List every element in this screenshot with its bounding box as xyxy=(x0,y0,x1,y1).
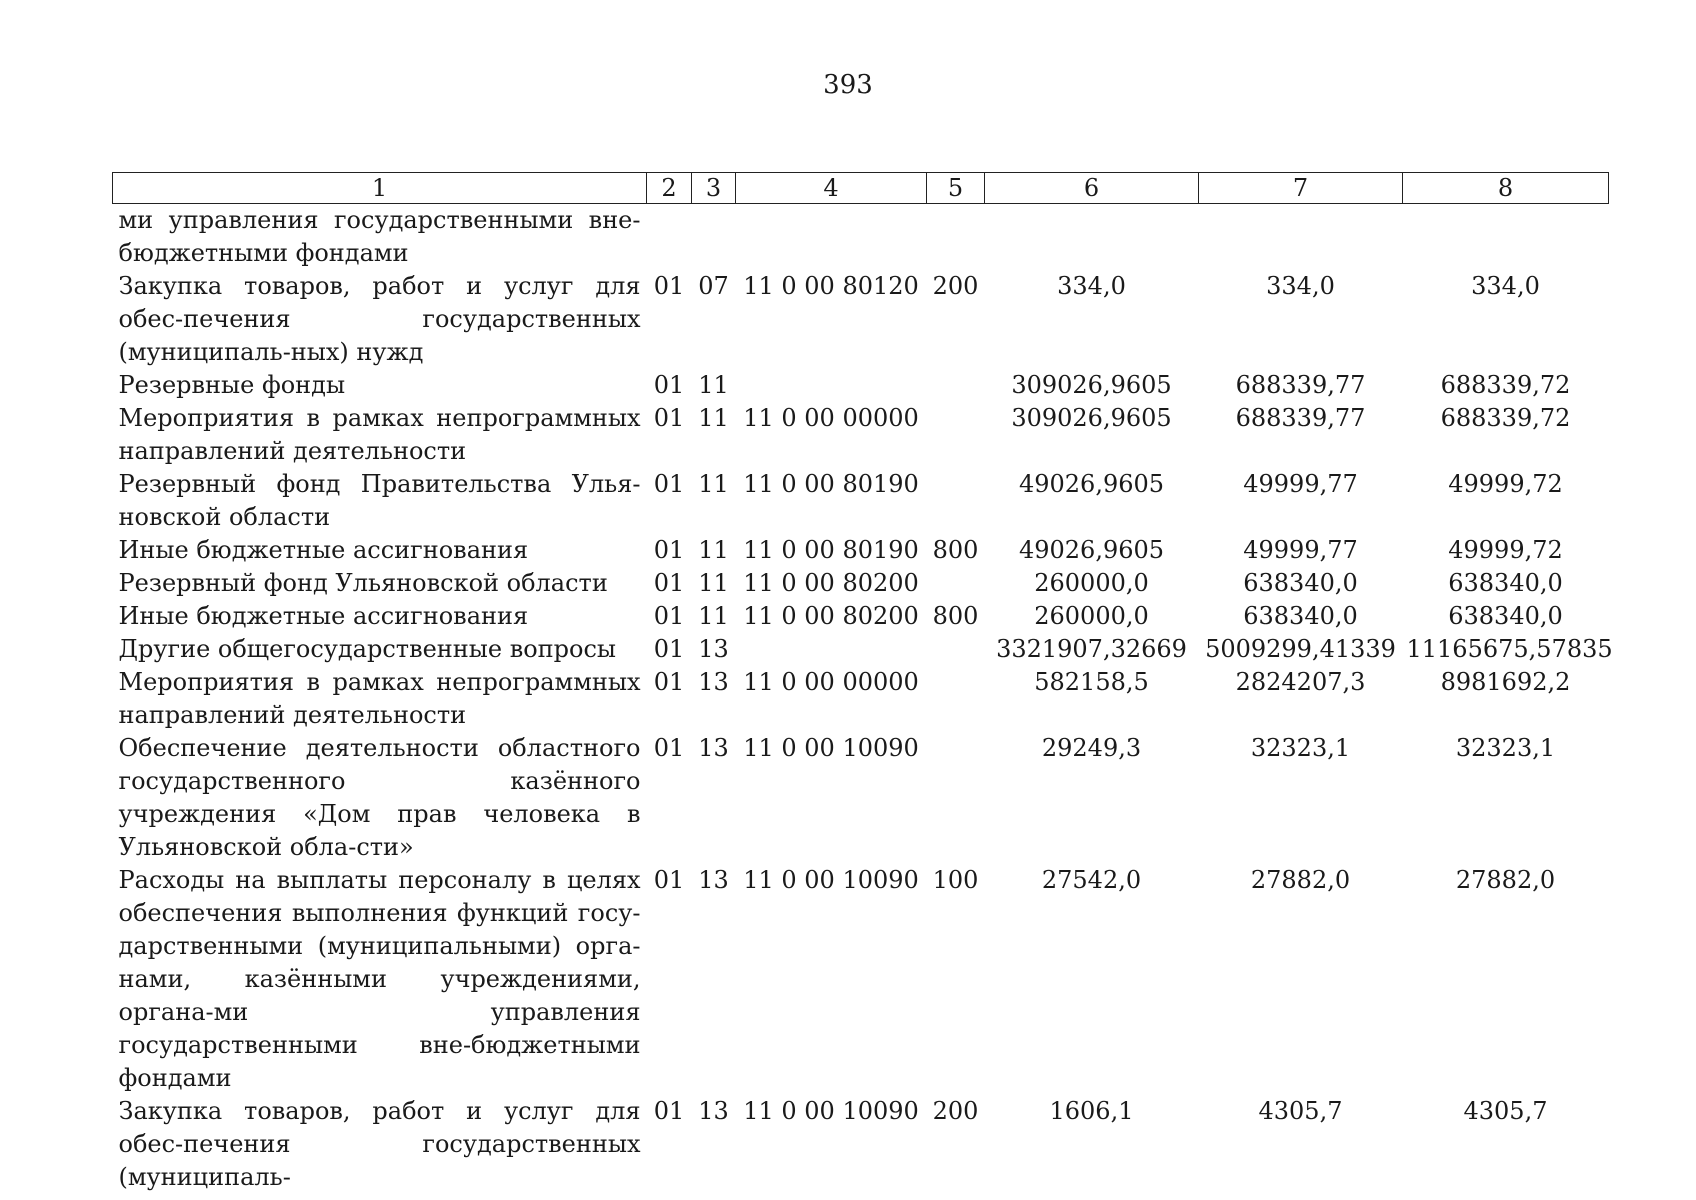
item-name: Иные бюджетные ассигнования xyxy=(118,536,529,564)
expense-type-code xyxy=(927,567,985,600)
amount-col-6: 309026,9605 xyxy=(1011,404,1172,432)
expense-type-code xyxy=(927,666,985,732)
section-code: 01 xyxy=(653,404,685,432)
section-code: 01 xyxy=(653,371,685,399)
column-header: 2 xyxy=(647,173,692,204)
amount-col-7: 638340,0 xyxy=(1243,569,1358,597)
item-name: Обеспечение деятельности областного государственного казённого учреждения «Дом прав человека в Ульяновской обла-сти» xyxy=(118,734,641,861)
amount-col-8: 638340,0 xyxy=(1448,569,1563,597)
amount-col-7: 2824207,3 xyxy=(1235,668,1366,696)
subsection-code: 11 xyxy=(698,569,729,597)
amount-col-8: 32323,1 xyxy=(1455,734,1556,762)
amount-col-8: 27882,0 xyxy=(1455,866,1556,894)
section-code: 01 xyxy=(653,536,685,564)
subsection-code: 13 xyxy=(698,1097,729,1125)
page-number: 393 xyxy=(823,70,873,100)
amount-col-8: 688339,72 xyxy=(1440,404,1571,432)
target-article-code: 11 0 00 80200 xyxy=(743,602,919,630)
item-name: Мероприятия в рамках непрограммных направлений деятельности xyxy=(118,668,641,729)
subsection-code: 13 xyxy=(698,635,729,663)
amount-col-6: 3321907,32669 xyxy=(996,635,1187,663)
expense-type-code xyxy=(927,369,985,402)
table-row xyxy=(113,864,1609,1095)
amount-col-7: 688339,77 xyxy=(1235,404,1366,432)
section-code: 01 xyxy=(653,635,685,663)
amount-col-6: 1606,1 xyxy=(1049,1097,1134,1125)
target-article-code: 11 0 00 10090 xyxy=(743,1097,919,1125)
subsection-code: 11 xyxy=(698,404,729,432)
table-row xyxy=(113,666,1609,732)
table-row xyxy=(113,468,1609,534)
budget-table xyxy=(112,172,1613,1194)
column-header: 3 xyxy=(692,173,736,204)
amount-col-8: 49999,72 xyxy=(1448,536,1563,564)
amount-col-6: 29249,3 xyxy=(1041,734,1142,762)
item-name: Другие общегосударственные вопросы xyxy=(118,635,617,663)
amount-col-8: 334,0 xyxy=(1471,272,1540,300)
subsection-code xyxy=(692,204,736,271)
table-header-row xyxy=(113,173,1609,204)
amount-col-7: 638340,0 xyxy=(1243,602,1358,630)
target-article-code: 11 0 00 00000 xyxy=(743,404,919,432)
subsection-code: 11 xyxy=(698,371,729,399)
table-row xyxy=(113,633,1609,666)
amount-col-6: 49026,9605 xyxy=(1018,470,1165,498)
section-code: 01 xyxy=(653,1097,685,1125)
subsection-code: 07 xyxy=(698,272,729,300)
amount-col-6: 260000,0 xyxy=(1034,569,1149,597)
expense-type-code: 200 xyxy=(932,1097,979,1125)
subsection-code: 13 xyxy=(698,734,729,762)
subsection-code: 11 xyxy=(698,602,729,630)
column-header: 5 xyxy=(927,173,985,204)
target-article-code: 11 0 00 00000 xyxy=(743,668,919,696)
target-article-code xyxy=(736,369,927,402)
expense-type-code xyxy=(927,732,985,864)
item-name: Иные бюджетные ассигнования xyxy=(118,602,529,630)
section-code: 01 xyxy=(653,272,685,300)
table-row xyxy=(113,270,1609,369)
column-header: 1 xyxy=(113,173,647,204)
table-row xyxy=(113,600,1609,633)
subsection-code: 11 xyxy=(698,536,729,564)
section-code: 01 xyxy=(653,866,685,894)
subsection-code: 13 xyxy=(698,668,729,696)
amount-col-7: 4305,7 xyxy=(1258,1097,1343,1125)
column-header: 4 xyxy=(736,173,927,204)
amount-col-7: 49999,77 xyxy=(1243,470,1358,498)
table-row xyxy=(113,369,1609,402)
column-header: 7 xyxy=(1199,173,1403,204)
column-header: 6 xyxy=(985,173,1199,204)
amount-col-6: 49026,9605 xyxy=(1018,536,1165,564)
section-code: 01 xyxy=(653,734,685,762)
item-name: Резервный фонд Правительства Улья-новской области xyxy=(118,470,641,531)
target-article-code: 11 0 00 80190 xyxy=(743,470,919,498)
table-row xyxy=(113,1095,1609,1194)
item-name: ми управления государственными вне-бюджетными фондами xyxy=(118,206,641,267)
expense-type-code: 800 xyxy=(932,536,979,564)
target-article-code: 11 0 00 80190 xyxy=(743,536,919,564)
column-header: 8 xyxy=(1403,173,1609,204)
expense-type-code xyxy=(927,204,985,271)
section-code: 01 xyxy=(653,470,685,498)
table-row xyxy=(113,567,1609,600)
amount-col-8: 49999,72 xyxy=(1448,470,1563,498)
subsection-code: 11 xyxy=(698,470,729,498)
expense-type-code xyxy=(927,468,985,534)
table-row xyxy=(113,732,1609,864)
target-article-code: 11 0 00 80200 xyxy=(743,569,919,597)
amount-col-7: 688339,77 xyxy=(1235,371,1366,399)
expense-type-code: 800 xyxy=(932,602,979,630)
target-article-code: 11 0 00 10090 xyxy=(743,866,919,894)
item-name: Расходы на выплаты персоналу в целях обеспечения выполнения функций госу-дарственными (муниципальными) орга-нами, казёнными учреждениями, органа-ми управления государственными вне-бюджетными фондами xyxy=(118,866,641,1092)
target-article-code xyxy=(736,204,927,271)
expense-type-code xyxy=(927,633,985,666)
expense-type-code: 100 xyxy=(932,866,979,894)
section-code: 01 xyxy=(653,602,685,630)
amount-col-8: 4305,7 xyxy=(1463,1097,1548,1125)
item-name: Мероприятия в рамках непрограммных направлений деятельности xyxy=(118,404,641,465)
section-code: 01 xyxy=(653,668,685,696)
amount-col-6: 334,0 xyxy=(1057,272,1126,300)
item-name: Закупка товаров, работ и услуг для обес-печения государственных (муниципаль-ных) нужд xyxy=(118,272,641,366)
target-article-code xyxy=(736,633,927,666)
amount-col-6: 582158,5 xyxy=(1034,668,1149,696)
amount-col-7: 334,0 xyxy=(1266,272,1335,300)
target-article-code: 11 0 00 80120 xyxy=(743,272,919,300)
item-name: Резервные фонды xyxy=(118,371,346,399)
amount-col-6: 27542,0 xyxy=(1041,866,1142,894)
amount-col-7: 5009299,41339 xyxy=(1205,635,1396,663)
amount-col-7 xyxy=(1199,204,1403,271)
target-article-code: 11 0 00 10090 xyxy=(743,734,919,762)
table-row xyxy=(113,204,1609,271)
table-row xyxy=(113,402,1609,468)
amount-col-7: 49999,77 xyxy=(1243,536,1358,564)
amount-col-8 xyxy=(1403,204,1609,271)
expense-type-code: 200 xyxy=(932,272,979,300)
amount-col-7: 32323,1 xyxy=(1250,734,1351,762)
amount-col-8: 638340,0 xyxy=(1448,602,1563,630)
expense-type-code xyxy=(927,402,985,468)
amount-col-6: 309026,9605 xyxy=(1011,371,1172,399)
item-name: Закупка товаров, работ и услуг для обес-печения государственных (муниципаль- xyxy=(118,1097,641,1191)
amount-col-8: 11165675,57835 xyxy=(1406,635,1613,663)
table-row xyxy=(113,534,1609,567)
subsection-code: 13 xyxy=(698,866,729,894)
amount-col-8: 8981692,2 xyxy=(1440,668,1571,696)
item-name: Резервный фонд Ульяновской области xyxy=(118,569,608,597)
section-code xyxy=(647,204,692,271)
amount-col-7: 27882,0 xyxy=(1250,866,1351,894)
amount-col-8: 688339,72 xyxy=(1440,371,1571,399)
amount-col-6: 260000,0 xyxy=(1034,602,1149,630)
section-code: 01 xyxy=(653,569,685,597)
amount-col-6 xyxy=(985,204,1199,271)
